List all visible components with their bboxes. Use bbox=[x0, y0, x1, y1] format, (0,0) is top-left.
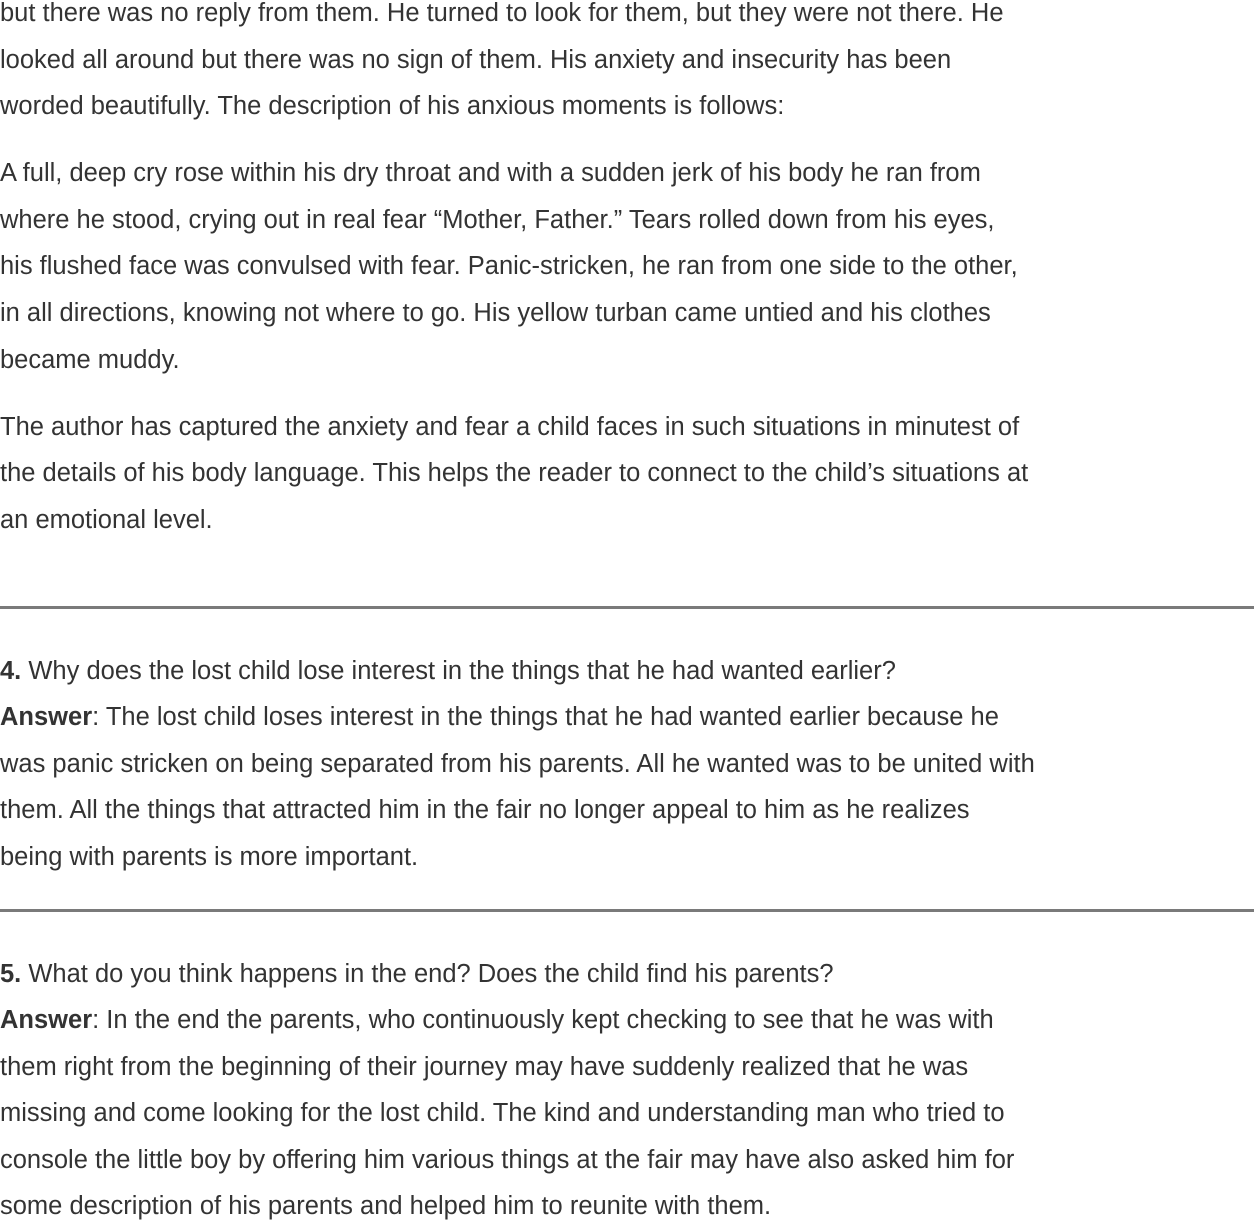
answer-label: Answer bbox=[0, 1006, 92, 1034]
text-line: console the little boy by offering him various things at the fair may have also asked him for bbox=[0, 1137, 1254, 1184]
text-line: in all directions, knowing not where to go. His yellow turban came untied and his clothes bbox=[0, 290, 1254, 337]
text-line: looked all around but there was no sign of them. His anxiety and insecurity has been bbox=[0, 37, 1254, 84]
text-line: the details of his body language. This helps the reader to connect to the child’s situations at bbox=[0, 450, 1254, 497]
text-line: A full, deep cry rose within his dry throat and with a sudden jerk of his body he ran from bbox=[0, 150, 1254, 197]
text-line: where he stood, crying out in real fear “Mother, Father.” Tears rolled down from his eyes, bbox=[0, 197, 1254, 244]
text-line: his flushed face was convulsed with fear. Panic-stricken, he ran from one side to the other, bbox=[0, 243, 1254, 290]
question-number: 5. bbox=[0, 960, 21, 988]
question-line bbox=[0, 951, 1254, 998]
answer-line bbox=[0, 694, 1254, 741]
question-5 bbox=[0, 951, 1254, 1230]
answer-text: : In the end the parents, who continuously kept checking to see that he was with bbox=[92, 1006, 994, 1034]
text-line: them right from the beginning of their journey may have suddenly realized that he was bbox=[0, 1044, 1254, 1091]
answer-text: : The lost child loses interest in the things that he had wanted earlier because he bbox=[92, 703, 999, 731]
text-line: some description of his parents and helped him to reunite with them. bbox=[0, 1183, 1254, 1230]
quoted-passage bbox=[0, 150, 1254, 383]
text-line: but there was no reply from them. He turned to look for them, but they were not there. He bbox=[0, 0, 1254, 37]
text-line: worded beautifully. The description of his anxious moments is follows: bbox=[0, 83, 1254, 130]
text-line: The author has captured the anxiety and fear a child faces in such situations in minutest of bbox=[0, 404, 1254, 451]
question-number: 4. bbox=[0, 657, 21, 685]
paragraph-1 bbox=[0, 0, 1254, 130]
divider bbox=[0, 606, 1254, 609]
text-line: missing and come looking for the lost child. The kind and understanding man who tried to bbox=[0, 1090, 1254, 1137]
question-text: What do you think happens in the end? Does the child find his parents? bbox=[21, 960, 833, 988]
divider bbox=[0, 909, 1254, 912]
paragraph-3 bbox=[0, 404, 1254, 544]
question-text: Why does the lost child lose interest in the things that he had wanted earlier? bbox=[21, 657, 896, 685]
answer-line bbox=[0, 997, 1254, 1044]
text-line: was panic stricken on being separated from his parents. All he wanted was to be united with bbox=[0, 741, 1254, 788]
answer-label: Answer bbox=[0, 703, 92, 731]
text-line: them. All the things that attracted him in the fair no longer appeal to him as he realizes bbox=[0, 787, 1254, 834]
text-line: became muddy. bbox=[0, 337, 1254, 384]
question-line bbox=[0, 648, 1254, 695]
text-line: being with parents is more important. bbox=[0, 834, 1254, 881]
text-line: an emotional level. bbox=[0, 497, 1254, 544]
question-4 bbox=[0, 648, 1254, 881]
